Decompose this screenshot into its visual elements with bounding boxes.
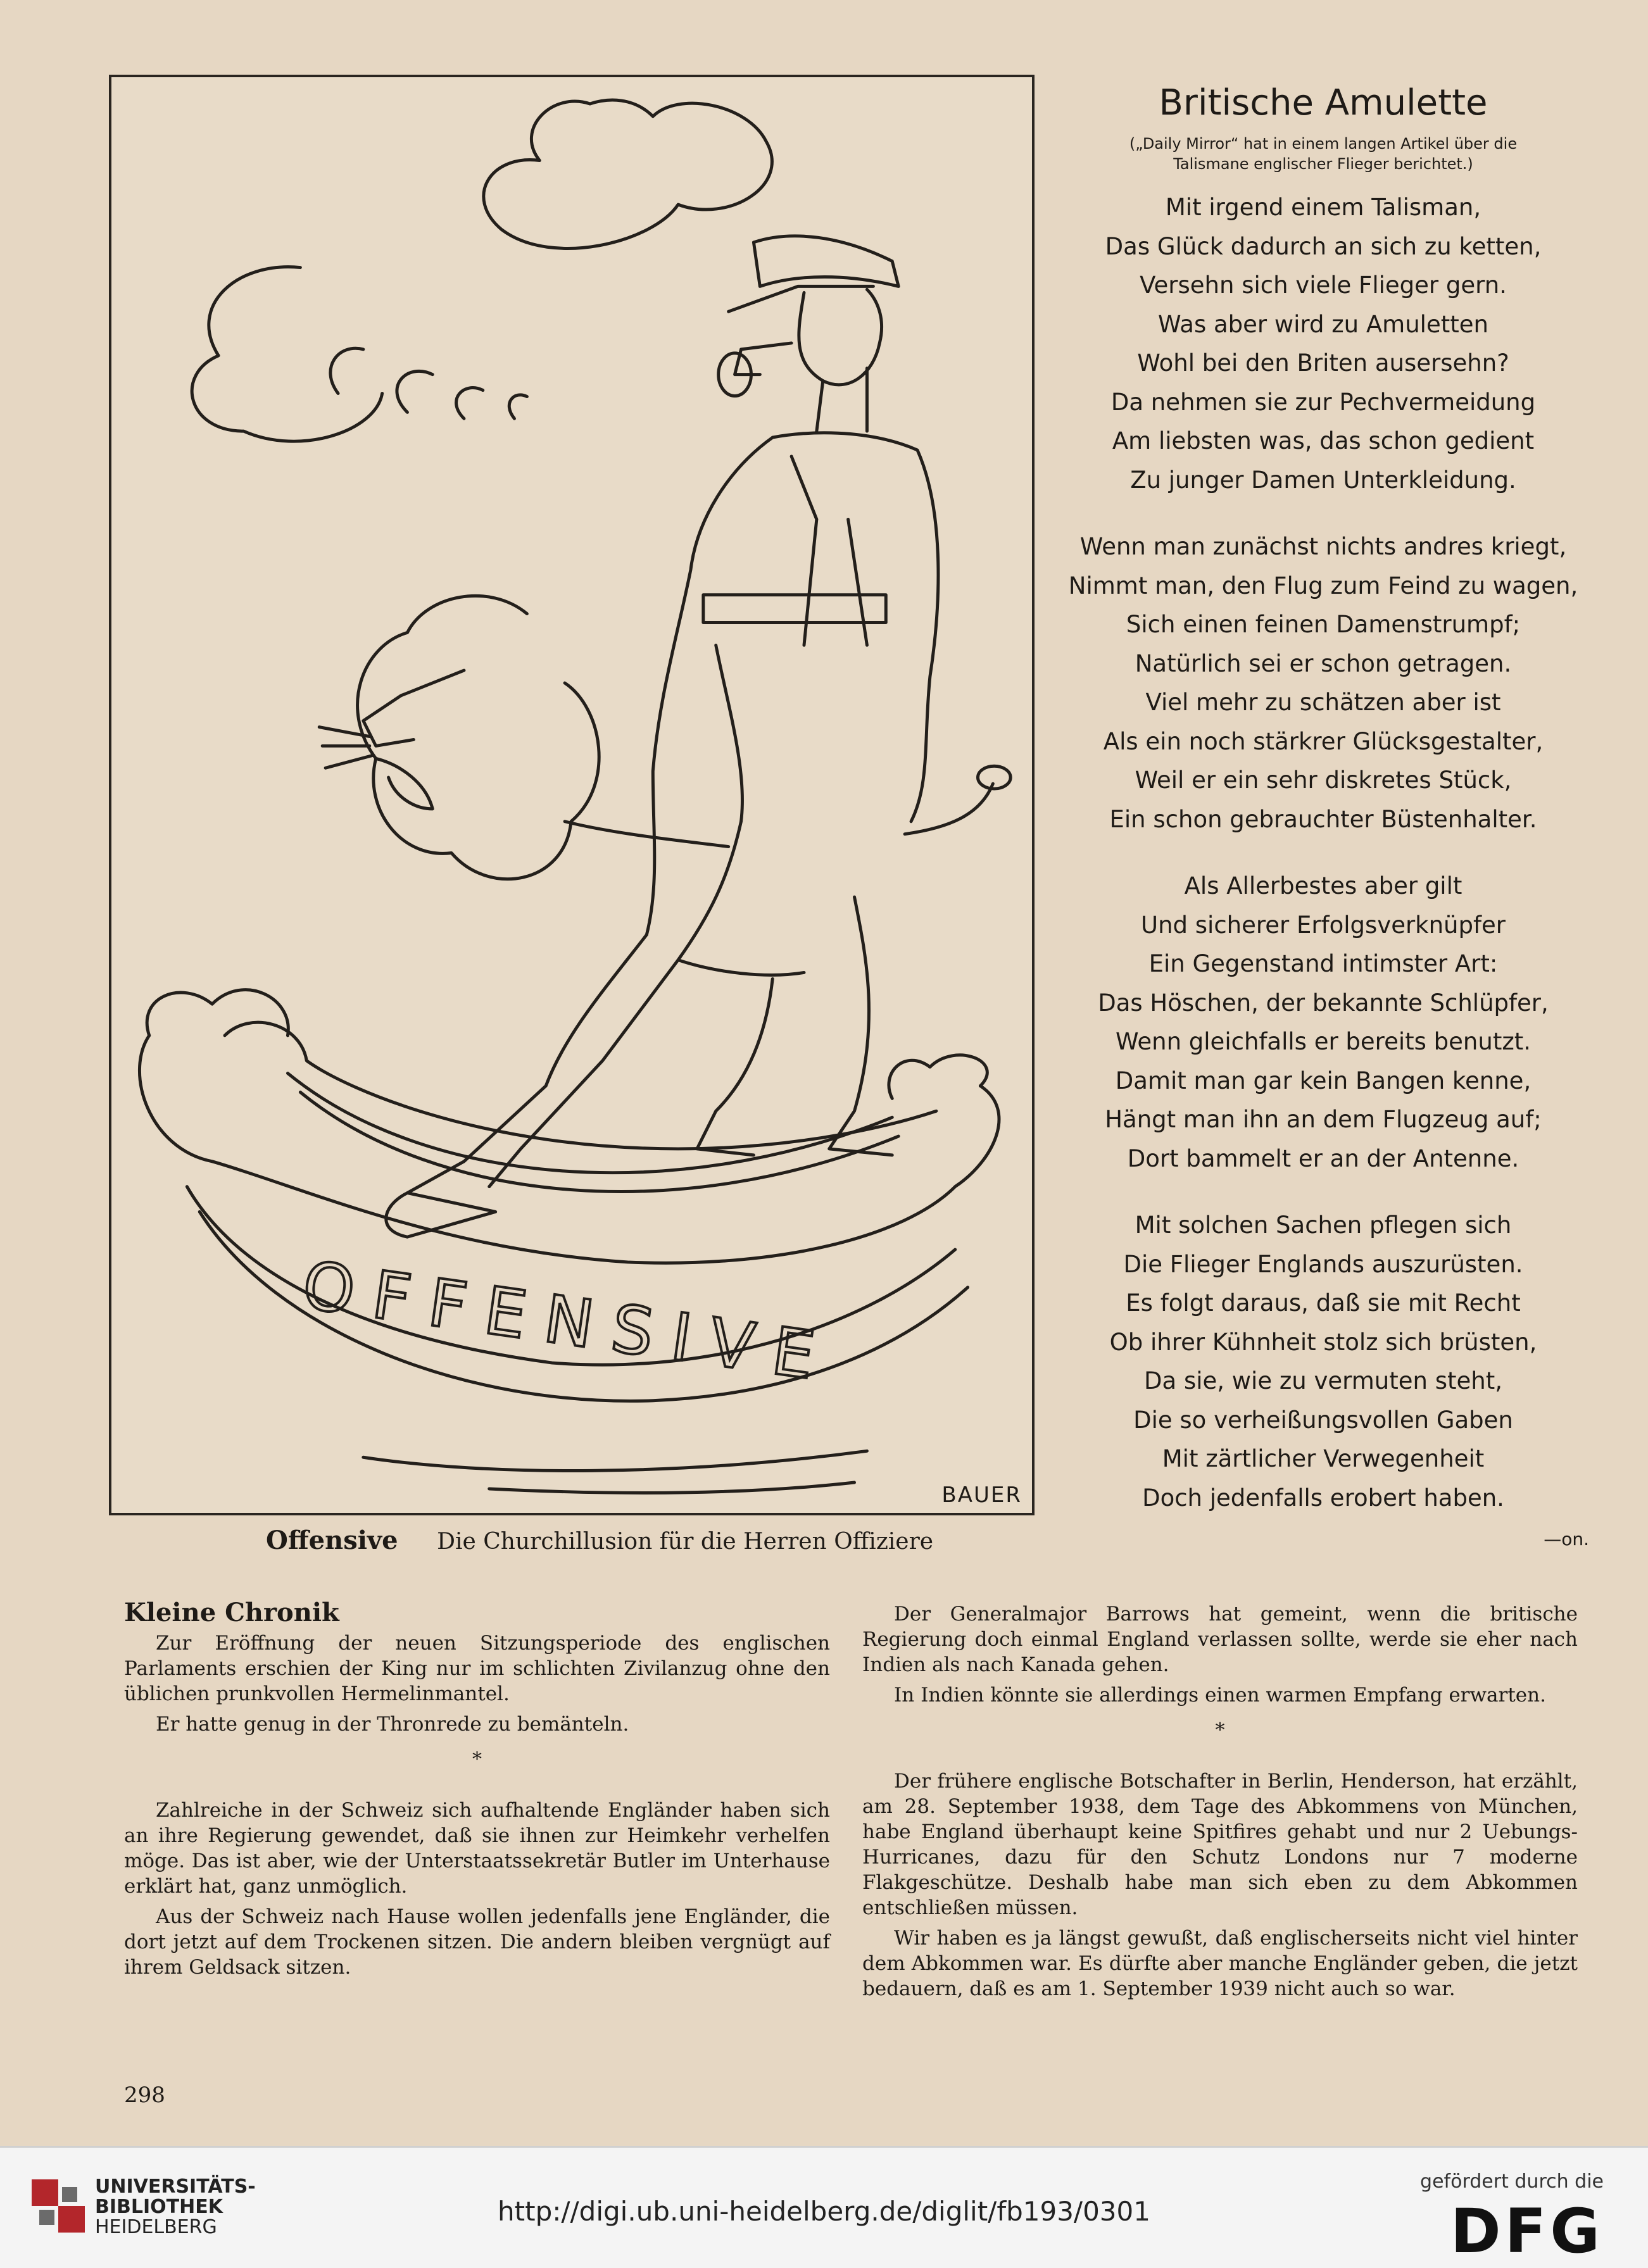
dfg-logo: DFG	[1450, 2196, 1604, 2267]
poem-stanza	[1038, 527, 1608, 839]
chronicle-right-column	[862, 1601, 1578, 2007]
poem-verse: Viel mehr zu schätzen aber ist	[1145, 689, 1501, 716]
poem-verse: Es folgt daraus, daß sie mit Recht	[1126, 1289, 1521, 1317]
section-separator: *	[472, 1748, 482, 1770]
poem-verse: Das Höschen, der bekannte Schlüpfer,	[1098, 989, 1549, 1017]
chronicle-left-column	[124, 1600, 830, 1985]
chronicle-paragraph: In Indien könnte sie allerdings einen warmen Empfang erwarten.	[894, 1684, 1546, 1707]
poem-verse: Dort bammelt er an der Antenne.	[1127, 1144, 1519, 1172]
chronicle-title: Kleine Chronik	[124, 1598, 339, 1627]
page-number: 298	[124, 2083, 165, 2108]
poem-verse: Mit irgend einem Talisman,	[1165, 194, 1481, 221]
library-name-line: UNIVERSITÄTS-	[95, 2176, 256, 2198]
caption-text: Die Churchillusion für die Herren Offiziere	[437, 1529, 934, 1555]
cartoon-illustration	[109, 75, 1035, 1515]
poem-verse: Und sicherer Erfolgsverknüpfer	[1140, 911, 1506, 939]
poem-subtitle-line: Talismane englischer Flieger berichtet.)	[1173, 155, 1473, 173]
artist-signature: BAUER	[941, 1482, 1022, 1508]
poem-verse: Mit zärtlicher Verwegenheit	[1162, 1445, 1485, 1472]
chronicle-paragraph: Zur Eröffnung der neuen Sitzungsperiode des englischen Parlaments erschien der King nur im schlichten Zivilanzug ohne den üblichen prunkvollen Hermelinmantel.	[124, 1632, 830, 1705]
poem-verse: Ein schon gebrauchter Büstenhalter.	[1109, 805, 1537, 833]
poem-verse: Das Glück dadurch an sich zu ketten,	[1105, 232, 1542, 260]
chronicle-left-items	[124, 1631, 830, 1980]
poem-verse: Ein Gegenstand intimster Art:	[1148, 950, 1498, 977]
poem-verse: Was aber wird zu Amuletten	[1158, 310, 1488, 338]
poem-subtitle	[1038, 134, 1608, 174]
poem-verse: Als Allerbestes aber gilt	[1184, 872, 1462, 899]
section-separator: *	[1215, 1719, 1225, 1741]
poem	[1038, 75, 1608, 1550]
poem-verse: Wohl bei den Briten ausersehn?	[1137, 349, 1509, 377]
funder-label: gefördert durch die	[1420, 2171, 1604, 2193]
chronicle-right-items	[862, 1601, 1578, 2002]
caption-title: Offensive	[266, 1526, 398, 1555]
poem-verse: Natürlich sei er schon getragen.	[1135, 649, 1512, 677]
chronicle-paragraph: Der Generalmajor Barrows hat gemeint, wenn die britische Regierung doch einmal England verlassen sollte, werde sie eher nach Indien als nach Kanada gehen.	[862, 1603, 1578, 1676]
poem-verse: Wenn man zunächst nichts andres kriegt,	[1079, 533, 1567, 560]
poem-verse: Versehn sich viele Flieger gern.	[1140, 272, 1507, 299]
chronicle-paragraph: Zahlreiche in der Schweiz sich aufhaltende Engländer haben sich an ihre Regierung gewendet, daß sie ihnen zur Heimkehr verhelfen möge. Das ist aber, wie der Unterstaatssekretär Butler im Unterhause erklärt hat, ganz unmöglich.	[124, 1799, 830, 1898]
poem-subtitle-line: („Daily Mirror“ hat in einem langen Artikel über die	[1129, 135, 1518, 153]
footer-bar	[0, 2146, 1648, 2268]
poem-verse: Ob ihrer Kühnheit stolz sich brüsten,	[1109, 1328, 1537, 1356]
chronicle-paragraph: Wir haben es ja längst gewußt, daß englischerseits nicht viel hinter dem Abkommen war. Es dürfte aber manche Engländer geben, die jetzt bedauern, daß es am 1. September 1939 nicht auch so war.	[862, 1927, 1578, 2000]
poem-verse: Wenn gleichfalls er bereits benutzt.	[1115, 1028, 1532, 1055]
poem-verse: Die Flieger Englands auszurüsten.	[1123, 1250, 1523, 1278]
cartoon-drawing	[111, 77, 1032, 1513]
poem-verse: Damit man gar kein Bangen kenne,	[1115, 1067, 1532, 1094]
poem-stanza	[1038, 188, 1608, 499]
poem-verse: Zu junger Damen Unterkleidung.	[1130, 466, 1516, 494]
chronicle-paragraph: Er hatte genug in der Thronrede zu bemänteln.	[156, 1713, 629, 1736]
poem-verse: Doch jedenfalls erobert haben.	[1142, 1484, 1504, 1512]
poem-verse: Am liebsten was, das schon gedient	[1112, 427, 1535, 454]
poem-verse: Weil er ein sehr diskretes Stück,	[1135, 767, 1512, 794]
poem-verse: Da nehmen sie zur Pechvermeidung	[1110, 388, 1536, 416]
poem-verse: Als ein noch stärkrer Glücksgestalter,	[1103, 727, 1544, 755]
library-name-line: HEIDELBERG	[95, 2216, 217, 2238]
poem-stanzas	[1038, 188, 1608, 1517]
chronicle-paragraph: Der frühere englische Botschafter in Berlin, Henderson, hat erzählt, am 28. September 1938, dem Tage des Abkommens von München, habe England überhaupt keine Spitfires gehabt und nur 2 Uebungs-Hurricanes, dazu für den Schutz Londons nur 7 moderne Flakgeschütze. Deshalb habe man sich eben zu dem Abkommen entschließen müssen.	[862, 1770, 1578, 1919]
poem-stanza	[1038, 1206, 1608, 1517]
poem-title: Britische Amulette	[1159, 82, 1488, 123]
poem-verse: Die so verheißungsvollen Gaben	[1133, 1406, 1513, 1434]
cartoon-caption	[266, 1526, 1026, 1555]
chronicle-paragraph: Aus der Schweiz nach Hause wollen jedenfalls jene Engländer, die dort jetzt auf dem Trockenen sitzen. Die andern bleiben vergnügt auf ihrem Geldsack sitzen.	[124, 1905, 830, 1979]
poem-verse: Nimmt man, den Flug zum Feind zu wagen,	[1068, 572, 1578, 599]
poem-signature: —on.	[1544, 1529, 1589, 1550]
poem-verse: Hängt man ihn an dem Flugzeug auf;	[1105, 1106, 1542, 1133]
poem-verse: Sich einen feinen Damenstrumpf;	[1126, 611, 1521, 638]
poem-verse: Da sie, wie zu vermuten steht,	[1144, 1367, 1502, 1394]
source-url-link[interactable]: http://digi.ub.uni-heidelberg.de/diglit/fb193/0301	[498, 2196, 1150, 2227]
library-name-line: BIBLIOTHEK	[95, 2196, 223, 2218]
poem-verse: Mit solchen Sachen pflegen sich	[1135, 1212, 1512, 1239]
poem-stanza	[1038, 867, 1608, 1178]
banner-text: OFFENSIVE	[298, 1247, 838, 1397]
